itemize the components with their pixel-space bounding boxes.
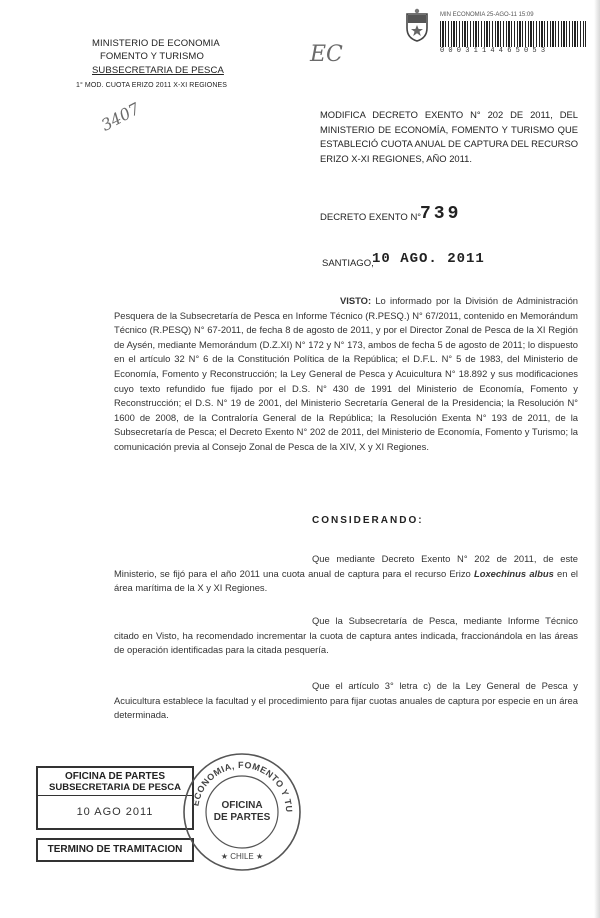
round-office-stamp <box>180 750 304 874</box>
stamp-center-line-2: DE PARTES <box>213 812 271 823</box>
termino-tramitacion-text: TERMINO DE TRAMITACION <box>47 844 183 855</box>
visto-text: Lo informado por la División de Administración Pesquera de la Subsecretaría de Pesca en Informe Técnico (R.PESQ.) N° 67/2011, contenido en Memorándum Técnico (R.PESQ) N° 67-2011, de fecha 8 de agosto de 2011, y por el Director Zonal de Pesca de la XI Región de Aysén, mediante Memorándum (D.Z.XI) N° 172 y N° 173, ambos de fecha 5 de agosto de 2011; lo dispuesto en el artículo 32 N° 6 de la Constitución Política de la República; el D.F.L. N° 5 de 1983, del Ministerio de Economía, Fomento y Reconstrucción; la Ley General de Pesca y Acuicultura N° 18.892 y sus modificaciones cuyo texto refundido fue fijado por el D.S. N° 430 de 1991 del Ministerio de Economía, Fomento y Reconstrucción; el D.S. N° 19 de 2001, del Ministerio Secretaría General de la Presidencia; la Resolución N° 1600 de 2008, de la Contraloría General de la República; la Resolución Exenta N° 193 de 2011, de la Subsecretaría de Pesca; el Decreto Exento N° 202 de 2011, del Ministerio de Economía, Fomento y Turismo; la comunicación previa al Consejo Zonal de Pesca de la XIV, X y XI Regiones. <box>114 295 578 452</box>
oficina-partes-stamp <box>36 766 194 830</box>
decree-label: DECRETO EXENTO N° <box>320 212 422 223</box>
barcode-number: 0 0 0 3 1 1 4 4 6 5 0 5 3 <box>440 47 546 55</box>
considerando-paragraph-3: Que el artículo 3° letra c) de la Ley General de Pesca y Acuicultura establece la facultad y el procedimiento para fijar cuotas anuales de captura por especie en un área determinada. <box>114 680 578 721</box>
date-label: SANTIAGO, <box>322 258 374 269</box>
considerando-p1-before: Que mediante Decreto Exento N° 202 de 2011, de este Ministerio, se fijó para el año 2011 una cuota anual de captura para el recurso Erizo <box>114 553 578 579</box>
visto-label: VISTO: <box>340 295 372 306</box>
decree-number: 739 <box>420 204 462 224</box>
barcode-top-text: MIN ECONOMIA 25-AGO-11 15:09 <box>440 12 534 18</box>
stamp-line-2: SUBSECRETARIA DE PESCA <box>38 782 192 796</box>
decree-subject: MODIFICA DECRETO EXENTO N° 202 DE 2011, DEL MINISTERIO DE ECONOMÍA, FOMENTO Y TURISMO QUE ESTABLECIÓ CUOTA ANUAL DE CAPTURA DEL RECURSO ERIZO X-XI REGIONES, AÑO 2011. <box>320 109 578 164</box>
coat-of-arms-logo <box>404 8 430 42</box>
stamp-bottom-text: ★ CHILE ★ <box>220 852 264 861</box>
document-reference: 1° MOD. CUOTA ERIZO 2011 X-XI REGIONES <box>76 82 228 89</box>
stamp-center-line-1: OFICINA <box>221 800 263 811</box>
handwritten-mark: EC <box>310 42 343 67</box>
considerando-paragraph-1 <box>114 552 578 596</box>
considerando-p1-after: en el área marítima de la X y XI Regiones. <box>114 567 578 594</box>
ministry-line-1: MINISTERIO DE ECONOMIA <box>92 38 220 49</box>
species-name: Loxechinus albus <box>474 567 554 579</box>
ministry-line-2: FOMENTO Y TURISMO <box>100 51 204 62</box>
barcode-label <box>440 12 590 62</box>
considerando-heading: CONSIDERANDO: <box>312 515 424 526</box>
barcode-bars <box>440 21 586 47</box>
handwritten-number: 3407 <box>98 98 143 135</box>
considerando-paragraph-2: Que la Subsecretaría de Pesca, mediante Informe Técnico citado en Visto, ha recomendado incrementar la cuota de captura antes indicada, fraccionándola en las áreas de operación identificadas para la citada pesquería. <box>114 615 578 656</box>
subsecretaria-title: SUBSECRETARIA DE PESCA <box>92 65 224 76</box>
termino-tramitacion-stamp <box>36 838 194 862</box>
stamp-arc-text: ECONOMIA, FOMENTO Y TU <box>190 759 295 813</box>
stamp-date: 10 AGO 2011 <box>76 806 154 818</box>
page-edge-shadow <box>594 0 600 918</box>
date-value: 10 AGO. 2011 <box>372 251 485 267</box>
visto-section <box>114 294 578 455</box>
stamp-line-1: OFICINA DE PARTES <box>64 771 165 782</box>
